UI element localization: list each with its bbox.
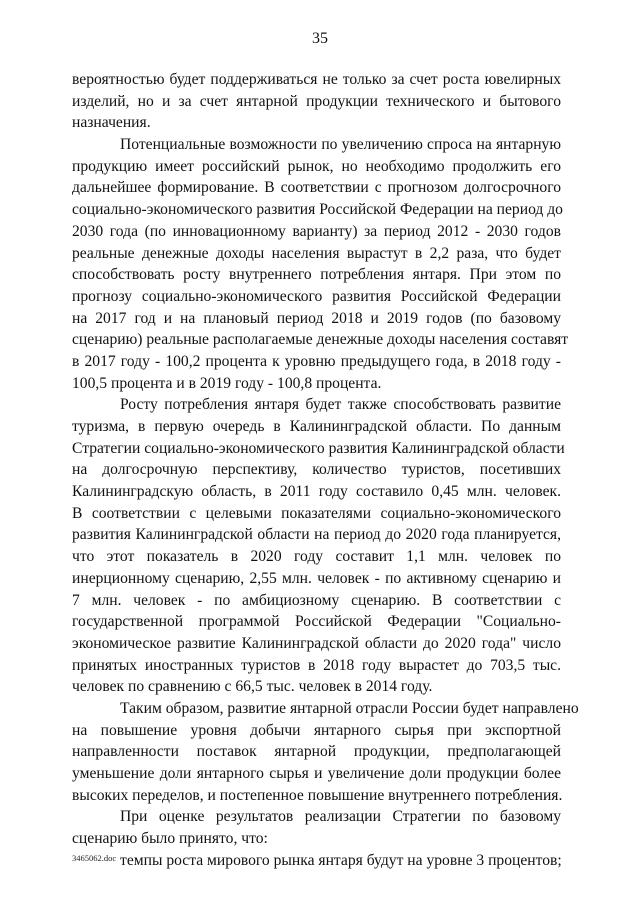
text-line: в 2017 году - 100,2 процента к уровню предыдущего года, в 2018 году - (72, 352, 561, 370)
text-line: инерционному сценарию, 2,55 млн. человек - по активному сценарию и (72, 569, 561, 587)
paragraph (72, 394, 565, 698)
text-line: Стратегии социально-экономического развития Калининградской области (72, 439, 565, 457)
text-line: 2030 года (по инновационному варианту) за период 2012 - 2030 годов (72, 222, 561, 240)
text-line: продукцию имеет российский рынок, но необходимо продолжить его (72, 157, 561, 175)
text-line: направленности поставок янтарной продукции, предполагающей (72, 743, 561, 761)
paragraph (72, 850, 561, 872)
text-line: При оценке результатов реализации Стратегии по базовому (120, 808, 561, 826)
text-line: назначения. (72, 114, 151, 132)
text-line: экономическое развитие Калининградской области до 2020 года" число (72, 634, 561, 652)
text-line: социально-экономического развития Российской Федерации на период до (72, 201, 563, 219)
text-line: Потенциальные возможности по увеличению спроса на янтарную (120, 136, 561, 154)
body-text (72, 69, 579, 871)
text-line: В соответствии с целевыми показателями социально-экономического (72, 504, 561, 522)
paragraph (72, 698, 579, 806)
text-line: принятых иностранных туристов в 2018 году вырастет до 703,5 тыс. (72, 656, 561, 674)
text-line: уменьшение доли янтарного сырья и увеличение доли продукции более (72, 765, 561, 782)
text-line: на долгосрочную перспективу, количество туристов, посетивших (72, 461, 561, 479)
paragraph (72, 69, 561, 134)
text-line: государственной программой Российской Федерации "Социально- (72, 613, 561, 631)
text-line: дальнейшее формирование. В соответствии с прогнозом долгосрочного (72, 179, 561, 197)
text-line: вероятностью будет поддерживаться не только за счет роста ювелирных (72, 71, 561, 88)
text-line: на 2017 год и на плановый период 2018 и 2019 годов (по базовому (72, 309, 561, 327)
text-line: что этот показатель в 2020 году составит 1,1 млн. человек по (72, 548, 561, 566)
text-line: прогнозу социально-экономического развития Российской Федерации (72, 287, 561, 305)
text-line: сценарию) реальные располагаемые денежные доходы населения составят (72, 331, 569, 349)
paragraph (72, 134, 569, 394)
text-line: туризма, в первую очередь в Калининградской области. По данным (72, 418, 561, 435)
text-line: развития Калининградской области на период до 2020 года планируется, (72, 526, 561, 544)
text-line: 100,5 процента и в 2019 году - 100,8 процента. (72, 374, 382, 392)
text-line: 7 млн. человек - по амбициозному сценарию. В соответствии с (72, 591, 561, 609)
page-number: 35 (312, 30, 328, 47)
text-line: сценарию было принято, что: (72, 830, 268, 848)
text-line: человек по сравнению с 66,5 тыс. человек в 2014 году. (72, 678, 433, 696)
text-line: Росту потребления янтаря будет также способствовать развитие (120, 396, 561, 414)
text-line: Калининградскую область, в 2011 году составило 0,45 млн. человек. (72, 483, 561, 501)
text-line: высоких переделов, и постепенное повышение внутреннего потребления. (72, 786, 563, 804)
text-line: изделий, но и за счет янтарной продукции технического и бытового (72, 92, 561, 110)
text-line: способствовать росту внутреннего потребления янтаря. При этом по (72, 266, 561, 284)
document-file-id: 3465062.doc (72, 853, 117, 863)
text-line: Таким образом, развитие янтарной отрасли России будет направлено (120, 699, 579, 717)
text-line: на повышение уровня добычи янтарного сырья при экспортной (72, 721, 561, 739)
paragraph (72, 806, 561, 849)
text-line: реальные денежные доходы населения вырастут в 2,2 раза, что будет (72, 244, 561, 262)
text-line: темпы роста мирового рынка янтаря будут на уровне 3 процентов; (120, 851, 562, 869)
